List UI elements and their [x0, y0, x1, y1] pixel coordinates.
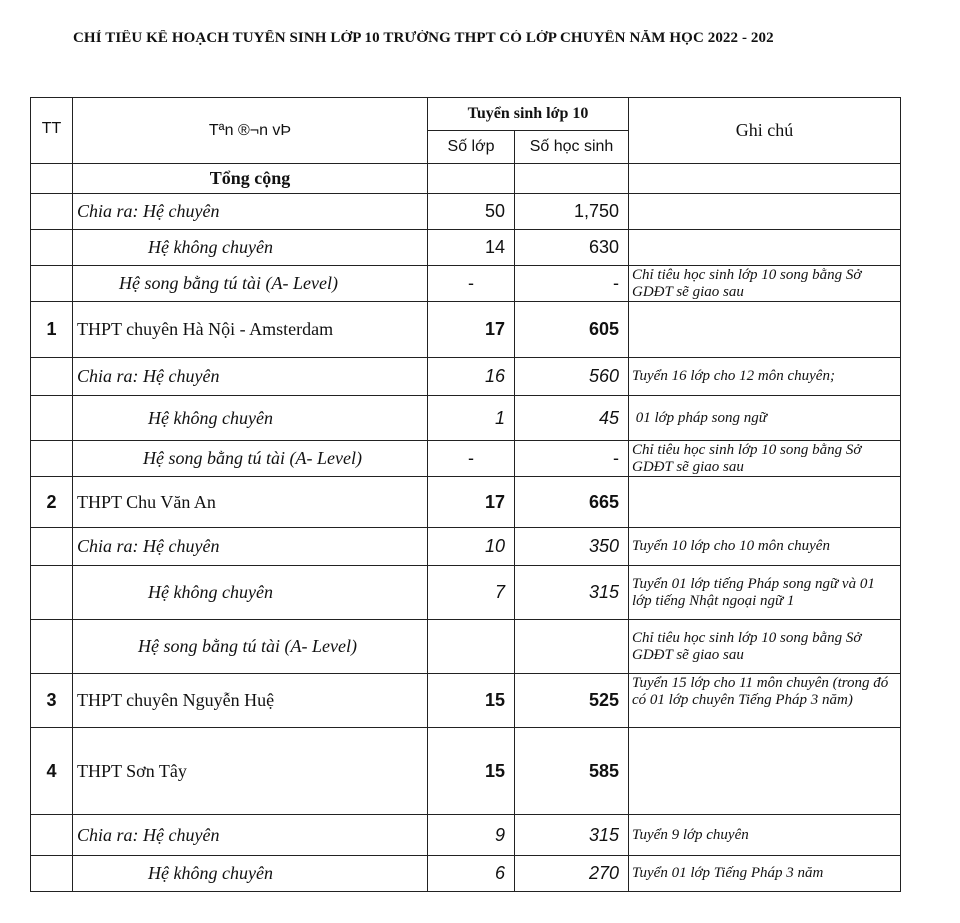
row-so-hs: 560	[515, 358, 629, 396]
row-so-hs: -	[515, 266, 629, 302]
row-note: Tuyển 16 lớp cho 12 môn chuyên;	[629, 358, 901, 396]
row-note-text: Chỉ tiêu học sinh lớp 10 song bằng Sở GDĐT sẽ giao sau	[632, 267, 862, 300]
row-name: Chia ra: Hệ chuyên	[73, 358, 428, 396]
header-so-hs: Số học sinh	[515, 131, 629, 164]
table-row	[31, 528, 901, 566]
enrollment-table	[30, 97, 901, 892]
row-so-lop: 10	[428, 528, 515, 566]
table-row	[31, 441, 901, 477]
header-group: Tuyển sinh lớp 10	[428, 98, 629, 131]
table-row	[31, 194, 901, 230]
row-note	[629, 441, 901, 477]
table-row	[31, 477, 901, 528]
row-name: Hệ không chuyên	[73, 230, 428, 266]
row-so-hs: -	[515, 441, 629, 477]
row-name: THPT chuyên Hà Nội - Amsterdam	[73, 302, 428, 358]
row-tt: 2	[31, 477, 73, 528]
table-row	[31, 674, 901, 728]
row-name: Tổng cộng	[73, 164, 428, 194]
header-so-lop: Số lớp	[428, 131, 515, 164]
table-row	[31, 728, 901, 815]
row-note: 01 lớp pháp song ngữ	[629, 396, 901, 441]
table-row	[31, 815, 901, 856]
row-so-lop: 16	[428, 358, 515, 396]
row-note-text: Tuyển 15 lớp cho 11 môn chuyên (trong đó có 01 lớp chuyên Tiếng Pháp 3 năm)	[632, 675, 889, 708]
row-so-hs: 1,750	[515, 194, 629, 230]
table-row	[31, 620, 901, 674]
row-tt: 1	[31, 302, 73, 358]
row-so-lop: -	[428, 266, 515, 302]
row-note: Chỉ tiêu học sinh lớp 10 song bằng Sở GDĐT sẽ giao sau	[629, 620, 901, 674]
row-note: Tuyển 10 lớp cho 10 môn chuyên	[629, 528, 901, 566]
row-so-hs: 525	[515, 674, 629, 728]
row-name: THPT Chu Văn An	[73, 477, 428, 528]
row-name: Hệ song bằng tú tài (A- Level)	[73, 266, 428, 302]
header-row-1	[31, 98, 901, 131]
table-row	[31, 230, 901, 266]
row-tt: 4	[31, 728, 73, 815]
row-so-hs: 270	[515, 856, 629, 892]
table-row	[31, 302, 901, 358]
header-ghi-chu: Ghi chú	[629, 98, 901, 164]
row-name: Hệ không chuyên	[73, 566, 428, 620]
row-so-lop: 9	[428, 815, 515, 856]
row-name: THPT chuyên Nguyễn Huệ	[73, 674, 428, 728]
header-name: Tªn ®¬n vÞ	[73, 98, 428, 164]
row-note: Tuyển 9 lớp chuyên	[629, 815, 901, 856]
row-name: THPT Sơn Tây	[73, 728, 428, 815]
row-note: Tuyển 01 lớp tiếng Pháp song ngữ và 01 lớp tiếng Nhật ngoại ngữ 1	[629, 566, 901, 620]
row-so-lop: 1	[428, 396, 515, 441]
header-tt: TT	[31, 98, 73, 164]
table-row	[31, 358, 901, 396]
row-so-lop: 15	[428, 728, 515, 815]
row-name: Hệ song bằng tú tài (A- Level)	[73, 441, 428, 477]
row-name: Hệ song bằng tú tài (A- Level)	[73, 620, 428, 674]
row-so-lop: 15	[428, 674, 515, 728]
row-so-lop: -	[428, 441, 515, 477]
row-so-lop: 17	[428, 477, 515, 528]
row-name: Chia ra: Hệ chuyên	[73, 528, 428, 566]
row-note	[629, 674, 901, 728]
row-note	[629, 266, 901, 302]
row-so-hs: 45	[515, 396, 629, 441]
table-row	[31, 396, 901, 441]
row-so-lop: 14	[428, 230, 515, 266]
row-tt: 3	[31, 674, 73, 728]
row-so-hs: 315	[515, 815, 629, 856]
table-row	[31, 856, 901, 892]
row-so-lop: 6	[428, 856, 515, 892]
row-so-lop: 50	[428, 194, 515, 230]
row-so-hs: 350	[515, 528, 629, 566]
row-so-hs: 665	[515, 477, 629, 528]
table-row	[31, 266, 901, 302]
row-so-hs: 585	[515, 728, 629, 815]
row-so-hs: 315	[515, 566, 629, 620]
row-so-lop: 17	[428, 302, 515, 358]
row-name: Hệ không chuyên	[73, 396, 428, 441]
row-so-lop: 7	[428, 566, 515, 620]
row-name: Hệ không chuyên	[73, 856, 428, 892]
row-name: Chia ra: Hệ chuyên	[73, 815, 428, 856]
table-row	[31, 164, 901, 194]
row-name: Chia ra: Hệ chuyên	[73, 194, 428, 230]
row-note-text: Chỉ tiêu học sinh lớp 10 song bằng Sở GDĐT sẽ giao sau	[632, 442, 862, 475]
table-row	[31, 566, 901, 620]
row-note: Tuyển 01 lớp Tiếng Pháp 3 năm	[629, 856, 901, 892]
row-so-hs: 630	[515, 230, 629, 266]
row-so-hs: 605	[515, 302, 629, 358]
document-title: CHỈ TIÊU KẾ HOẠCH TUYỂN SINH LỚP 10 TRƯỜNG THPT CÓ LỚP CHUYÊN NĂM HỌC 2022 - 202	[73, 30, 774, 46]
